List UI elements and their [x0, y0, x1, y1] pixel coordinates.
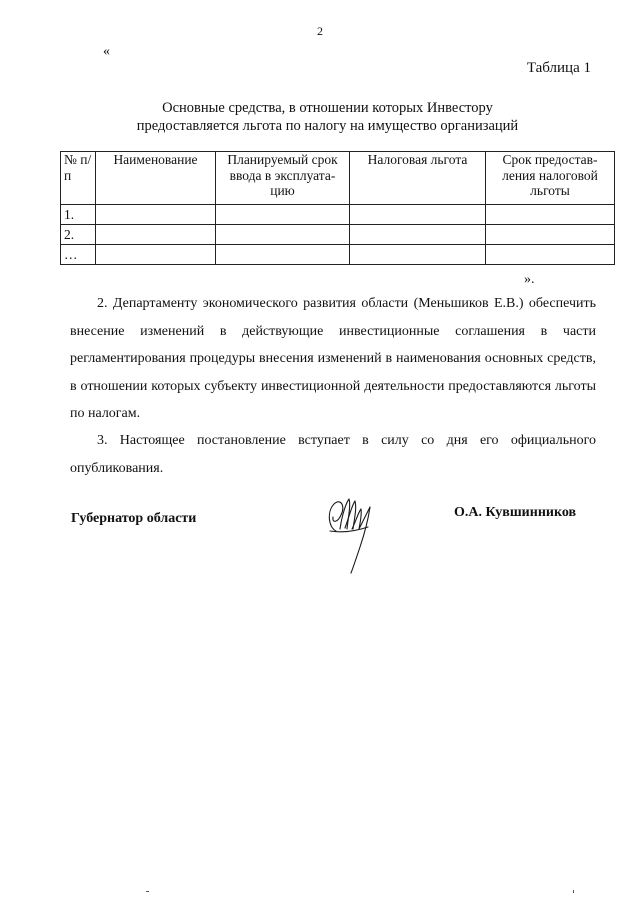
table-title-line-2: предоставляется льгота по налогу на имущество организаций — [136, 118, 519, 134]
table-cell — [96, 205, 216, 225]
table-cell — [216, 245, 350, 265]
table-row — [61, 205, 615, 225]
paragraph-2: 2. Департаменту экономического развития области (Меньшиков Е.В.) обеспечить внесение изменений в действующие инвестиционные соглашения в части регламентирования процедуры внесения изменений в наименования основных средств, в отношении которых субъекту инвестиционной деятельности предоставляются льготы по налогам. — [70, 296, 596, 421]
scan-mark — [146, 891, 149, 892]
paragraph-3: 3. Настоящее постановление вступает в силу со дня его официального опубликования. — [70, 433, 596, 476]
header-tax-benefit: Налоговая льгота — [350, 152, 486, 205]
header-benefit-period: Срок предостав- ления налоговой льготы — [486, 152, 615, 205]
table-cell — [216, 205, 350, 225]
signatory-name: О.А. Кувшинников — [454, 505, 577, 520]
table-cell: … — [61, 245, 96, 265]
header-name: Наименование — [96, 152, 216, 205]
table-title — [60, 99, 595, 135]
header-number: № п/ п — [61, 152, 96, 205]
table-row — [61, 225, 615, 245]
fixed-assets-table — [60, 151, 615, 265]
table-cell: 1. — [61, 205, 96, 225]
table-row — [61, 245, 615, 265]
table-cell — [96, 225, 216, 245]
closing-quote-mark: ». — [524, 272, 535, 287]
table-cell — [350, 245, 486, 265]
table-cell — [350, 205, 486, 225]
table-cell — [486, 225, 615, 245]
table-cell — [486, 245, 615, 265]
header-planned-date: Планируемый срок ввода в эксплуата- цию — [216, 152, 350, 205]
table-cell: 2. — [61, 225, 96, 245]
table-cell — [350, 225, 486, 245]
page-number: 2 — [317, 24, 323, 38]
table-cell — [96, 245, 216, 265]
table-title-line-1: Основные средства, в отношении которых Инвестору — [162, 100, 493, 116]
handwritten-signature — [318, 491, 378, 576]
signatory-title: Губернатор области — [71, 511, 197, 526]
opening-quote-mark: « — [103, 44, 110, 59]
scan-mark — [573, 890, 574, 893]
table-cell — [216, 225, 350, 245]
table-cell — [486, 205, 615, 225]
table-header-row — [61, 152, 615, 205]
table-label: Таблица 1 — [526, 60, 591, 76]
